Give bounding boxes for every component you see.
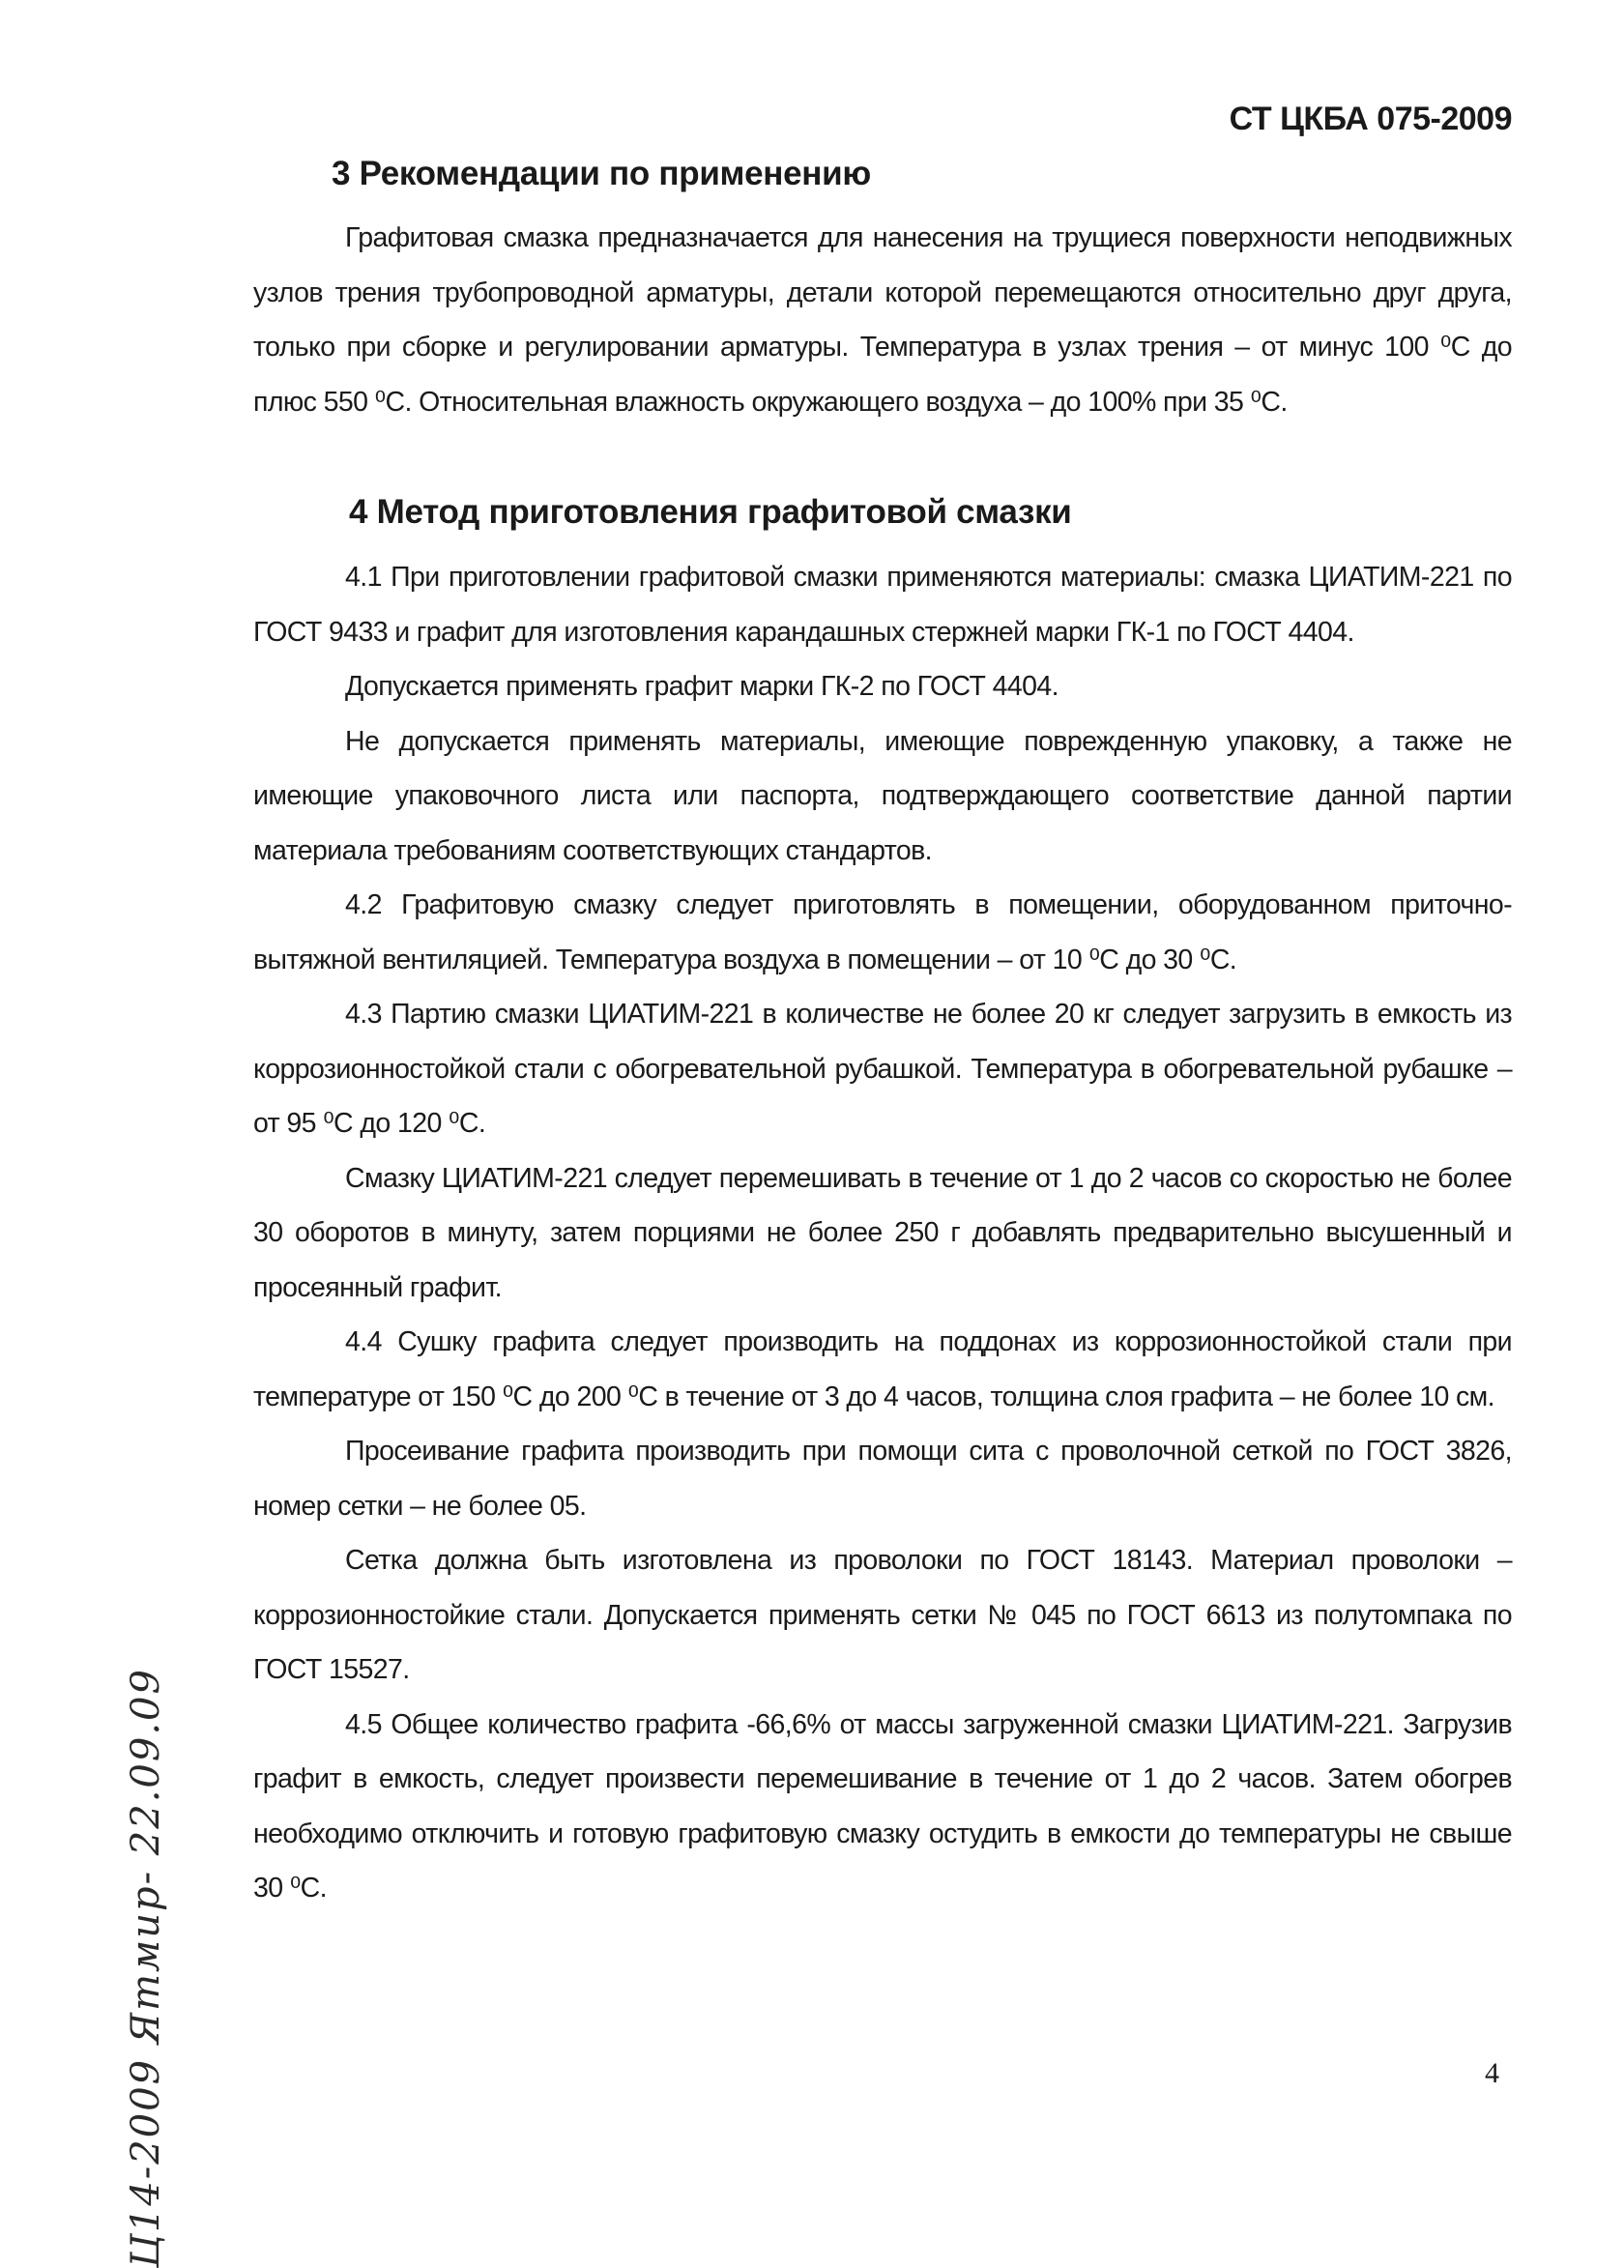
paragraph-4-5: 4.5 Общее количество графита -66,6% от массы загруженной смазки ЦИАТИМ-221. Загрузив графит в емкость, следует произвести перемешивание в течение от 1 до 2 часов. Затем обогрев необходимо отключить и готовую графитовую смазку остудить в емкости до температуры не свыше 30 ⁰С. <box>253 1708 1512 1904</box>
paragraph: Просеивание графита производить при помощи сита с проволочной сеткой по ГОСТ 3826, номер сетки – не более 05. <box>253 1436 1512 1522</box>
paragraph-4-1: 4.1 При приготовлении графитовой смазки применяются материалы: смазка ЦИАТИМ-221 по ГОСТ 9433 и графит для изготовления карандашных стержней марки ГК-1 по ГОСТ 4404. <box>253 562 1512 648</box>
paragraph: Сетка должна быть изготовлена из проволоки по ГОСТ 18143. Материал проволоки – коррозионностойкие стали. Допускается применять сетки № 045 по ГОСТ 6613 из полутомпака по ГОСТ 15527. <box>253 1545 1512 1685</box>
paragraph: Графитовая смазка предназначается для нанесения на трущиеся поверхности неподвижных узлов трения трубопроводной арматуры, детали которой перемещаются относительно друг друга, только при сборке и регулировании арматуры. Температура в узлах трения – от минус 100 ⁰С до плюс 550 ⁰С. Относительная влажность окружающего воздуха – до 100% при 35 ⁰С. <box>253 222 1512 418</box>
section-3-heading: 3 Рекомендации по применению <box>332 155 871 192</box>
paragraph-4-2: 4.2 Графитовую смазку следует приготовлять в помещении, оборудованном приточно-вытяжной вентиляцией. Температура воздуха в помещении – от 10 ⁰С до 30 ⁰С. <box>253 889 1512 975</box>
section-3-body <box>253 211 1512 429</box>
section-4-heading: 4 Метод приготовления графитовой смазки <box>349 493 1072 531</box>
section-4-body <box>253 550 1512 1916</box>
document-code: СТ ЦКБА 075-2009 <box>1229 101 1512 137</box>
paragraph-4-4: 4.4 Сушку графита следует производить на поддонах из коррозионностойкой стали при температуре от 150 ⁰С до 200 ⁰С в течение от 3 до 4 часов, толщина слоя графита – не более 10 см. <box>253 1326 1512 1412</box>
paragraph: Допускается применять графит марки ГК-2 по ГОСТ 4404. <box>345 671 1058 702</box>
paragraph-4-3: 4.3 Партию смазки ЦИАТИМ-221 в количестве не более 20 кг следует загрузить в емкость из коррозионностойкой стали с обогревательной рубашкой. Температура в обогревательной рубашке – от 95 ⁰С до 120 ⁰С. <box>253 999 1512 1139</box>
handwritten-margin-note: Ц14-2009 Ятмир- 22.09.09 <box>124 1668 168 2268</box>
paragraph: Смазку ЦИАТИМ-221 следует перемешивать в течение от 1 до 2 часов со скоростью не более 30 оборотов в минуту, затем порциями не более 250 г добавлять предварительно высушенный и просеянный графит. <box>253 1162 1512 1303</box>
paragraph: Не допускается применять материалы, имеющие поврежденную упаковку, а также не имеющие упаковочного листа или паспорта, подтверждающего соответствие данной партии материала требованиям соответствующих стандартов. <box>253 725 1512 866</box>
page-number: 4 <box>1485 2057 1499 2089</box>
